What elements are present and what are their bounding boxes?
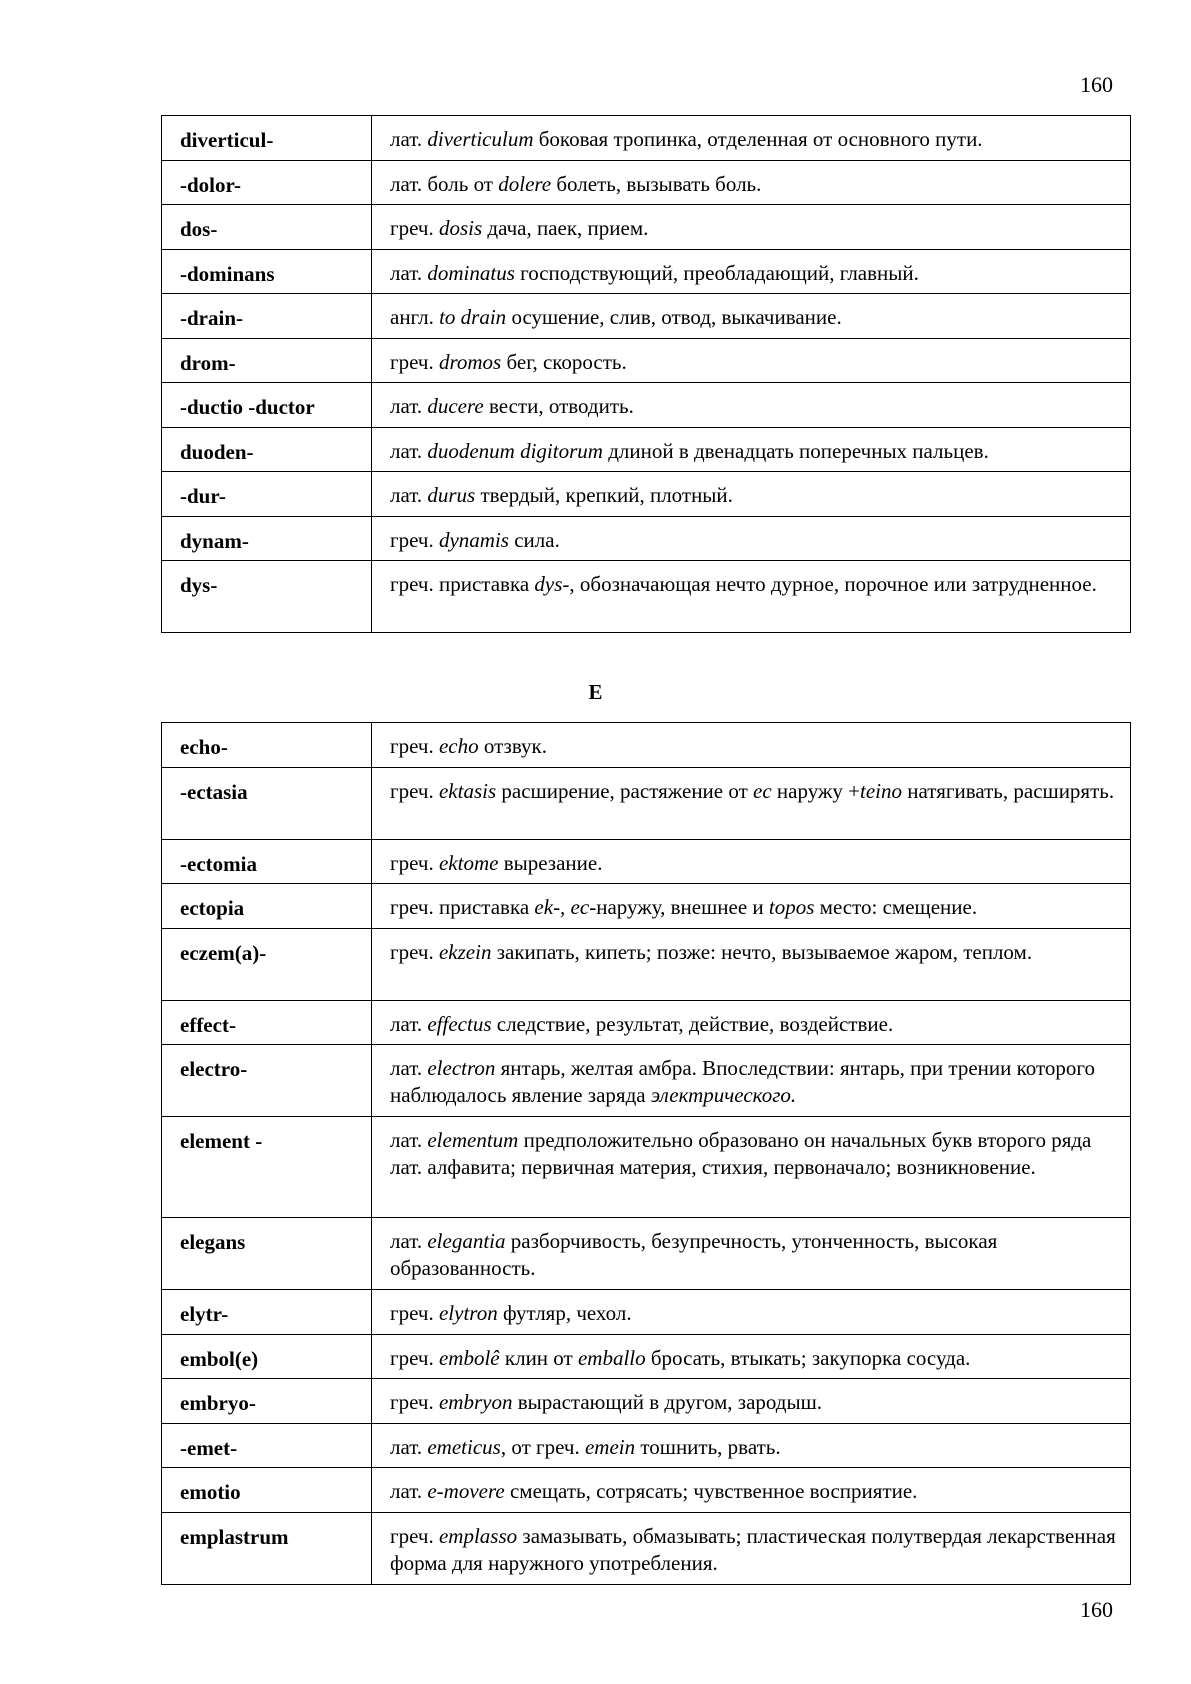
table-row — [162, 767, 1131, 839]
table-row — [162, 723, 1131, 768]
definition-cell — [372, 767, 1131, 839]
term-cell: elegans — [162, 1218, 372, 1290]
term-cell: duoden- — [162, 427, 372, 472]
term-cell: dys- — [162, 561, 372, 633]
definition-text: замазывать, обмазывать; пластическая полутвердая лекарственная форма для наружного употребления. — [390, 1523, 1116, 1575]
language-label: лат. — [390, 1011, 423, 1036]
origin-word: ducere — [427, 394, 484, 418]
definition-cell — [372, 472, 1131, 517]
language-label: греч. — [390, 939, 434, 964]
term-cell: eczem(a)- — [162, 928, 372, 1000]
table-row — [162, 884, 1131, 929]
language-label: греч. — [390, 734, 434, 758]
definition-text: расширение, растяжение от — [496, 778, 754, 803]
term-cell: -dominans — [162, 249, 372, 294]
definition-cell — [372, 116, 1131, 161]
origin-word: dynamis — [438, 527, 509, 552]
table-row — [162, 839, 1131, 884]
definition-text: приставка — [433, 572, 535, 596]
definition-text: , от греч. — [500, 1434, 585, 1459]
definition-text: бег, скорость. — [501, 349, 627, 374]
definition-cell — [372, 516, 1131, 561]
origin-word: embolê — [438, 1345, 500, 1370]
definition-text: дача, паек, прием. — [482, 216, 649, 240]
origin-word: dromos — [438, 349, 502, 374]
definition-text: боль от — [427, 171, 499, 196]
origin-word: dys- — [534, 572, 570, 596]
definition-text: длиной в двенадцать поперечных пальцев. — [602, 438, 989, 463]
table-row — [162, 1468, 1131, 1513]
language-label: греч. — [390, 895, 434, 919]
origin-word: emplasso — [438, 1523, 518, 1548]
origin-word: elementum — [427, 1128, 519, 1152]
origin-word: e-movere — [427, 1479, 505, 1503]
definition-cell — [372, 1045, 1131, 1117]
term-cell: diverticul- — [162, 116, 372, 161]
language-label: лат. — [390, 1229, 423, 1253]
definition-cell — [372, 1468, 1131, 1513]
definition-text: отзвук. — [478, 734, 547, 758]
definition-text: место: смещение. — [814, 895, 978, 919]
language-label: греч. — [390, 527, 434, 552]
definition-cell — [372, 1290, 1131, 1335]
table-row — [162, 1379, 1131, 1424]
term-cell: embryo- — [162, 1379, 372, 1424]
language-label: лат. — [390, 483, 423, 507]
page-number-top: 160 — [1080, 72, 1113, 97]
table-row — [162, 249, 1131, 294]
definition-cell — [372, 205, 1131, 250]
section-heading: E — [588, 680, 603, 704]
origin-word: to drain — [439, 305, 507, 329]
origin-word: effectus — [427, 1011, 492, 1036]
language-label: лат. — [390, 171, 423, 196]
term-cell: -drain- — [162, 294, 372, 339]
definition-cell — [372, 1423, 1131, 1468]
origin-word: ektasis — [438, 778, 497, 803]
definition-text: тошнить, рвать. — [635, 1434, 781, 1459]
definition-cell — [372, 383, 1131, 428]
definition-text: предположительно образовано он начальных букв второго ряда лат. алфавита; первичная материя, стихия, первоначало; возникновение. — [390, 1128, 1092, 1179]
definition-text: разборчивость, безупречность, утонченность, высокая образованность. — [390, 1229, 998, 1280]
language-label: лат. — [390, 127, 423, 151]
origin-word: teino — [860, 778, 903, 803]
language-label: греч. — [390, 1523, 434, 1548]
table-row — [162, 383, 1131, 428]
glossary-table-e — [161, 722, 1131, 1585]
definition-text: вести, отводить. — [483, 394, 634, 418]
language-label: лат. — [390, 1479, 423, 1503]
definition-cell — [372, 338, 1131, 383]
definition-text: следствие, результат, действие, воздействие. — [491, 1011, 894, 1036]
definition-cell — [372, 294, 1131, 339]
definition-cell — [372, 1379, 1131, 1424]
definition-text: бросать, втыкать; закупорка сосуда. — [645, 1345, 971, 1370]
language-label: лат. — [390, 1056, 423, 1080]
origin-word: dolere — [498, 171, 552, 196]
definition-cell — [372, 1117, 1131, 1218]
language-label: греч. — [390, 1390, 434, 1414]
origin-word: echo — [438, 734, 479, 758]
language-label: греч. — [390, 349, 434, 374]
language-label: греч. — [390, 850, 434, 875]
term-cell: emplastrum — [162, 1512, 372, 1584]
table-row — [162, 1512, 1131, 1584]
term-cell: embol(e) — [162, 1334, 372, 1379]
definition-text: закипать, кипеть; позже: нечто, вызываемое жаром, теплом. — [491, 939, 1033, 964]
origin-word: durus — [427, 483, 476, 507]
term-cell: -dur- — [162, 472, 372, 517]
language-label: англ. — [390, 305, 434, 329]
language-label: лат. — [390, 394, 423, 418]
origin-word: topos — [768, 895, 815, 919]
origin-word: diverticulum — [427, 127, 534, 151]
definition-text: приставка — [433, 895, 535, 919]
origin-word: emballo — [577, 1345, 646, 1370]
term-cell: -dolor- — [162, 160, 372, 205]
definition-text: болеть, вызывать боль. — [551, 171, 762, 196]
term-cell: effect- — [162, 1000, 372, 1045]
definition-cell — [372, 839, 1131, 884]
definition-text: наружу + — [771, 778, 861, 803]
definition-cell — [372, 884, 1131, 929]
term-cell: drom- — [162, 338, 372, 383]
origin-word: dosis — [438, 216, 483, 240]
origin-word: emein — [584, 1434, 636, 1459]
language-label: греч. — [390, 778, 434, 803]
definition-text: вырезание. — [498, 850, 603, 875]
language-label: лат. — [390, 1434, 423, 1459]
term-cell: elytr- — [162, 1290, 372, 1335]
definition-text: , обозначающая нечто дурное, порочное или затрудненное. — [569, 572, 1097, 596]
term-cell: -ductio -ductor — [162, 383, 372, 428]
origin-word: ec — [753, 778, 772, 803]
table-row — [162, 472, 1131, 517]
table-row — [162, 427, 1131, 472]
term-cell: electro- — [162, 1045, 372, 1117]
language-label: греч. — [390, 216, 434, 240]
table-row — [162, 516, 1131, 561]
origin-word: elytron — [438, 1301, 498, 1325]
origin-word: ek-, ec- — [534, 895, 597, 919]
language-label: лат. — [390, 438, 423, 463]
table-row — [162, 1423, 1131, 1468]
definition-text: твердый, крепкий, плотный. — [475, 483, 733, 507]
definition-cell — [372, 723, 1131, 768]
definition-text: сила. — [508, 527, 560, 552]
definition-text: футляр, чехол. — [497, 1301, 632, 1325]
table-row — [162, 1218, 1131, 1290]
table-row — [162, 1334, 1131, 1379]
definition-cell — [372, 1000, 1131, 1045]
definition-cell — [372, 160, 1131, 205]
table-row — [162, 338, 1131, 383]
origin-word: электрического. — [650, 1083, 797, 1107]
definition-text: смещать, сотрясать; чувственное восприятие. — [504, 1479, 918, 1503]
table-row — [162, 205, 1131, 250]
term-cell: emotio — [162, 1468, 372, 1513]
term-cell: -emet- — [162, 1423, 372, 1468]
table-row — [162, 294, 1131, 339]
origin-word: elegantia — [427, 1229, 506, 1253]
origin-word: ektome — [438, 850, 499, 875]
language-label: лат. — [390, 260, 423, 285]
page-number-bottom: 160 — [1080, 1597, 1113, 1622]
origin-word: dominatus — [427, 260, 515, 285]
table-row — [162, 1045, 1131, 1117]
table-row — [162, 561, 1131, 633]
table-row — [162, 116, 1131, 161]
language-label: греч. — [390, 1301, 434, 1325]
definition-cell — [372, 249, 1131, 294]
definition-text: боковая тропинка, отделенная от основного пути. — [533, 127, 983, 151]
definition-cell — [372, 1512, 1131, 1584]
definition-cell — [372, 427, 1131, 472]
definition-text: господствующий, преобладающий, главный. — [514, 260, 919, 285]
definition-text: клин от — [499, 1345, 578, 1370]
term-cell: ectopia — [162, 884, 372, 929]
definition-text: вырастающий в другом, зародыш. — [512, 1390, 823, 1414]
table-row — [162, 160, 1131, 205]
table-row — [162, 1000, 1131, 1045]
definition-text: янтарь, желтая амбра. Впоследствии: янтарь, при трении которого наблюдалось явление заряда — [390, 1056, 1095, 1107]
origin-word: duodenum digitorum — [427, 438, 603, 463]
language-label: греч. — [390, 572, 434, 596]
term-cell: dynam- — [162, 516, 372, 561]
origin-word: emeticus — [427, 1434, 501, 1459]
definition-cell — [372, 561, 1131, 633]
definition-cell — [372, 1334, 1131, 1379]
origin-word: ekzein — [438, 939, 492, 964]
definition-text: наружу, внешнее и — [596, 895, 769, 919]
origin-word: embryon — [438, 1390, 513, 1414]
table-row — [162, 928, 1131, 1000]
table-row — [162, 1117, 1131, 1218]
definition-cell — [372, 1218, 1131, 1290]
term-cell: -ectomia — [162, 839, 372, 884]
definition-cell — [372, 928, 1131, 1000]
language-label: лат. — [390, 1128, 423, 1152]
language-label: греч. — [390, 1345, 434, 1370]
definition-text: натягивать, расширять. — [902, 778, 1115, 803]
term-cell: element - — [162, 1117, 372, 1218]
glossary-table-d — [161, 115, 1131, 633]
origin-word: electron — [427, 1056, 496, 1080]
term-cell: -ectasia — [162, 767, 372, 839]
table-row — [162, 1290, 1131, 1335]
term-cell: echo- — [162, 723, 372, 768]
definition-text: осушение, слив, отвод, выкачивание. — [506, 305, 842, 329]
term-cell: dos- — [162, 205, 372, 250]
